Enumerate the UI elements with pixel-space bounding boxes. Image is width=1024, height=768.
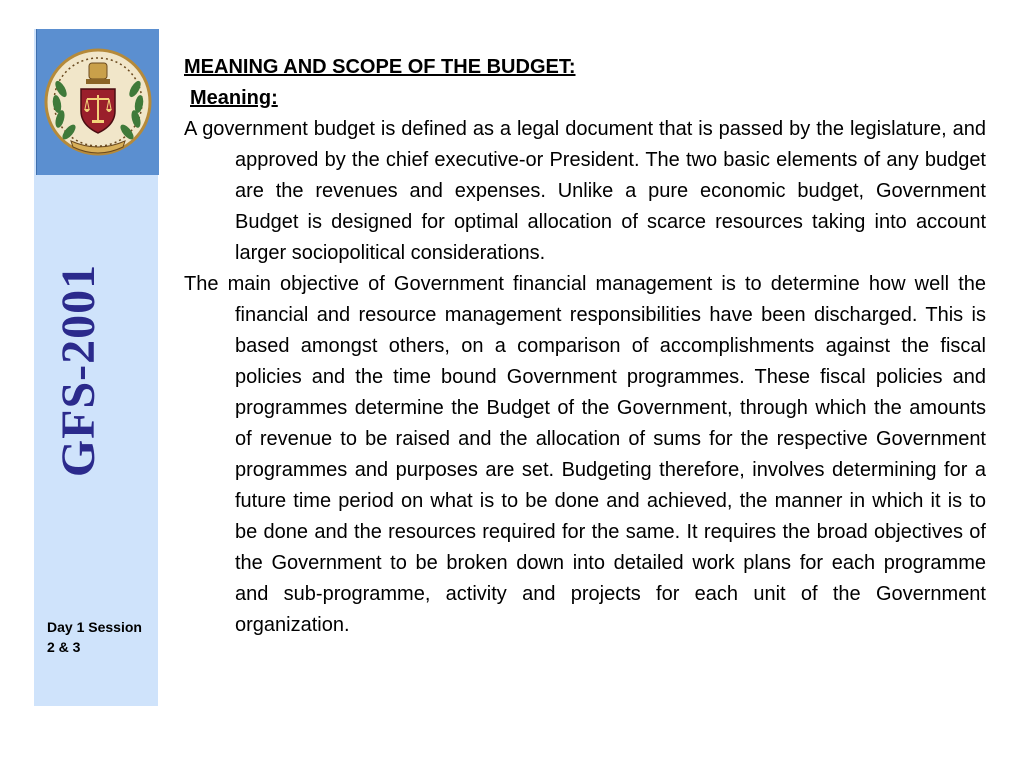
subheading-row <box>184 83 986 114</box>
section-subheading: Meaning: <box>190 87 278 109</box>
page-heading: MEANING AND SCOPE OF THE BUDGET: <box>184 56 576 78</box>
sidebar-vertical-title <box>44 250 114 490</box>
logo-panel <box>36 29 159 175</box>
paragraph-definition: A government budget is defined as a legal document that is passed by the legislature, and approved by the chief executive-or President. The two basic elements of any budget are the revenues and expenses. Unlike a pure economic budget, Government Budget is designed for optimal allocation of scarce resources taking into account larger sociopolitical considerations. <box>184 118 986 264</box>
session-label: Day 1 Session 2 & 3 <box>47 619 142 655</box>
main-content <box>184 52 986 641</box>
paragraph-objective: The main objective of Government financial management is to determine how well the financial and resource management responsibilities have been discharged. This is based amongst others, on a comparison of accomplishments against the fiscal policies and the time bound Government programmes. These fiscal policies and programmes determine the Budget of the Government, through which the amounts of revenue to be raised and the allocation of sums for the respective Government programmes and purposes are set. Budgeting therefore, involves determining for a future time period on what is to be done and achieved, the manner in which it is to be done and the resources required for the same. It requires the broad objectives of the Government to be broken down into detailed work plans for each programme and sub-programme, activity and projects for each unit of the Government organization. <box>184 273 986 636</box>
emblem-seal-icon <box>37 29 159 175</box>
course-title: GFS-2001 <box>52 263 106 477</box>
